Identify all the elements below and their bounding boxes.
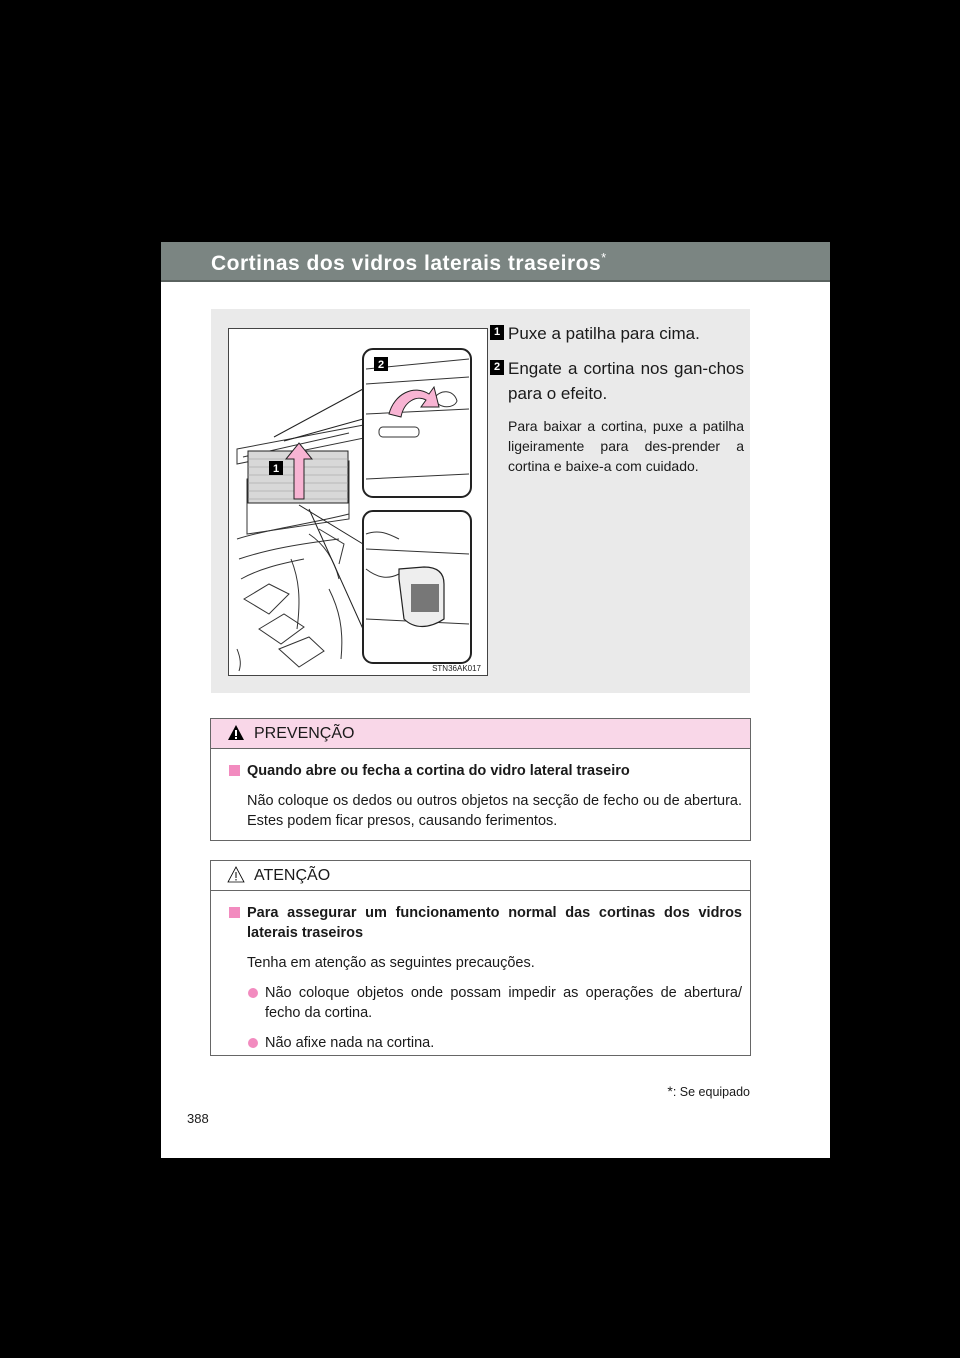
atencao-subheading: Para assegurar um funcionamento normal das cortinas dos vidros laterais traseiros [229,903,742,943]
atencao-bullet: Não afixe nada na cortina. [229,1033,742,1053]
curtain-drawing [229,329,487,675]
footnote [667,1083,750,1099]
atencao-bullet: Não coloque objetos onde possam impedir as operações de abertura/ fecho da cortina. [229,983,742,1023]
atencao-heading: ATENÇÃO [254,867,331,884]
step-item [490,356,744,406]
circle-bullet-icon [248,988,258,998]
caution-triangle-icon [227,866,245,883]
prevencao-box [210,718,751,841]
step-number: 1 [490,325,504,340]
warning-triangle-icon [227,724,245,741]
step-text: Engate a cortina nos gan-chos para o efeito. [508,359,744,403]
curtain-illustration [228,328,488,676]
step-list [490,321,744,476]
prevencao-body [211,749,750,831]
image-code: STN36AK017 [432,664,481,673]
equipped-mark: * [601,250,607,265]
atencao-box [210,860,751,1056]
square-bullet-icon [229,907,240,918]
page-title: Cortinas dos vidros laterais traseiros* [211,250,607,275]
prevencao-subheading: Quando abre ou fecha a cortina do vidro lateral traseiro [229,761,742,781]
atencao-body [211,891,750,1053]
prevencao-header [211,719,750,749]
page-number: 388 [187,1111,209,1126]
circle-bullet-icon [248,1038,258,1048]
callout-2-label: 2 [377,359,385,371]
square-bullet-icon [229,765,240,776]
prevencao-text: Não coloque os dedos ou outros objetos na secção de fecho ou de abertura. Estes podem ficar presos, causando ferimentos. [247,793,742,829]
section-title-bar [161,242,830,282]
step-note: Para baixar a cortina, puxe a patilha ligeiramente para des-prender a cortina e baixe-a com cuidado. [508,418,744,474]
figure-panel [211,309,750,693]
manual-page [161,242,830,1158]
atencao-header [211,861,750,891]
footnote-text: : Se equipado [672,1085,750,1099]
prevencao-heading: PREVENÇÃO [254,725,355,742]
footnote-mark: * [667,1083,673,1099]
step-text: Puxe a patilha para cima. [508,324,700,343]
step-number: 2 [490,360,504,375]
step-item [490,321,744,346]
callout-1-label: 1 [272,463,280,475]
atencao-text: Tenha em atenção as seguintes precauções. [247,955,535,971]
